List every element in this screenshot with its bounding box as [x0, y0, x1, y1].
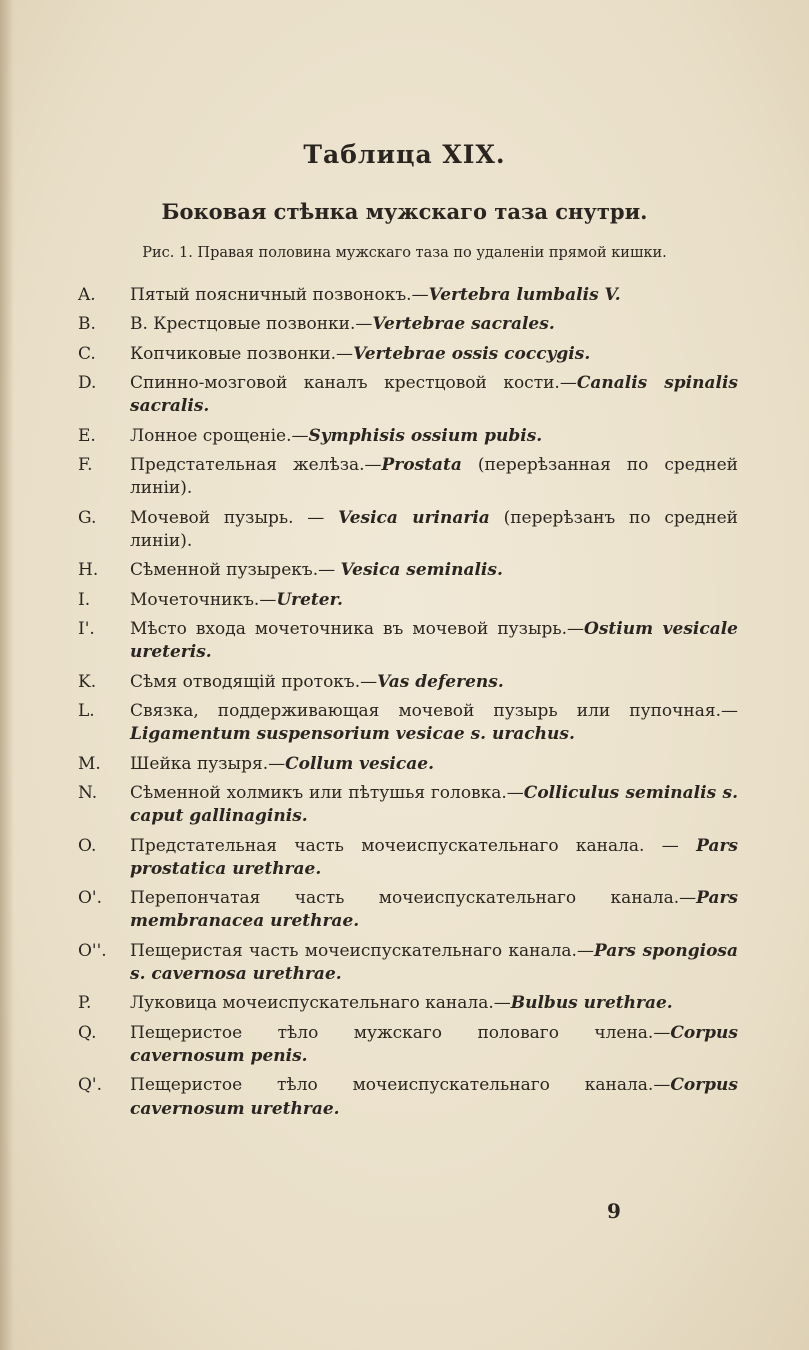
legend-entry — [78, 782, 738, 828]
legend-entry-label: K. — [78, 671, 97, 692]
legend-entry — [78, 671, 738, 694]
legend-entry-label: P. — [78, 993, 92, 1014]
legend-entry-label: L. — [78, 701, 95, 722]
legend-entry-russian: Предстательная часть мочеиспускательнаго канала. — — [130, 835, 697, 856]
legend-entry-latin: Corpus cavernosum urethrae. — [130, 1075, 738, 1119]
legend-entry — [78, 313, 738, 336]
legend-entry-latin: Collum vesicae. — [285, 753, 434, 774]
legend-entry — [78, 753, 738, 776]
legend-entry-russian: Мочевой пузырь. — — [130, 507, 339, 528]
legend-entry-russian: Перепончатая часть мочеиспускательнаго канала.— — [130, 888, 697, 909]
legend-entry-russian: Луковица мочеиспускательнаго канала.— — [130, 993, 511, 1014]
legend-entry-latin: Vesica seminalis. — [340, 560, 503, 581]
legend-entry-label: O'. — [78, 888, 103, 909]
legend-entry-latin: Canalis spinalis sacralis. — [130, 373, 738, 417]
legend-entry-label: A. — [78, 285, 96, 305]
legend-entry — [78, 700, 738, 746]
legend-entry — [78, 454, 738, 500]
legend-entry — [78, 1022, 738, 1068]
legend-entry — [78, 1074, 738, 1120]
legend-entry-latin: Symphisis ossium pubis. — [308, 425, 543, 446]
legend-entry-russian: Пещеристое тѣло мочеиспускательнаго канала.— — [130, 1075, 671, 1096]
legend-entry — [78, 992, 738, 1015]
legend-entry — [78, 343, 738, 366]
legend-entry-note: (перерѣзанъ по средней линіи). — [130, 507, 738, 551]
legend-entry — [78, 618, 738, 664]
legend-entry-russian: Лонное срощеніе.— — [130, 425, 309, 446]
legend-entry-label: E. — [78, 425, 96, 446]
legend-entry-russian: Сѣменной пузырекъ.— — [130, 560, 341, 581]
legend-entry-russian: Предстательная желѣза.— — [130, 455, 382, 476]
legend-entry-latin: Vertebrae ossis coccygis. — [353, 343, 591, 364]
legend-entry-russian: Шейка пузыря.— — [130, 753, 286, 774]
legend-entry-label: B. — [78, 314, 96, 335]
legend-entry-latin: Prostata — [381, 455, 462, 476]
legend-list — [78, 284, 738, 1127]
legend-entry — [78, 887, 738, 933]
legend-entry — [78, 940, 738, 986]
legend-entry — [78, 425, 738, 448]
legend-entry-latin: Pars membranacea urethrae. — [130, 888, 738, 932]
legend-entry-label: Q. — [78, 1022, 97, 1043]
legend-entry — [78, 835, 738, 881]
table-title: Таблица XIX. — [303, 140, 506, 169]
legend-entry-latin: Vas deferens. — [377, 671, 504, 692]
legend-entry-latin: Ureter. — [276, 589, 343, 610]
legend-entry-label: I'. — [78, 619, 95, 640]
legend-entry-latin: Vesica urinaria — [338, 507, 490, 528]
legend-entry-russian: Пятый поясничный позвонокъ.— — [130, 285, 429, 305]
legend-entry-latin: Ostium vesicale ureteris. — [130, 619, 738, 663]
table-subtitle: Боковая стѣнка мужскаго таза снутри. — [161, 199, 648, 224]
legend-entry-label: M. — [78, 753, 101, 774]
page-number: 9 — [607, 1199, 621, 1223]
legend-entry-russian: Связка, поддерживающая мочевой пузырь или пупочная.— — [130, 701, 738, 722]
legend-entry — [78, 559, 738, 582]
legend-entry — [78, 284, 738, 307]
legend-entry-latin: Pars prostatica urethrae. — [130, 835, 738, 879]
legend-entry-russian: Пещеристая часть мочеиспускательнаго канала.— — [130, 940, 594, 961]
legend-entry — [78, 589, 738, 612]
legend-entry-latin: Bulbus urethrae. — [510, 993, 673, 1014]
legend-entry-label: F. — [78, 455, 93, 476]
legend-entry-label: Q'. — [78, 1075, 103, 1096]
legend-entry-russian: Пещеристое тѣло мужскаго половаго члена.— — [130, 1022, 671, 1043]
legend-entry-russian: В. Крестцовые позвонки.— — [130, 314, 373, 335]
legend-entry-label: I. — [78, 589, 91, 610]
legend-entry-label: O''. — [78, 940, 107, 961]
legend-entry-russian: Сѣмя отводящій протокъ.— — [130, 671, 378, 692]
legend-entry-label: O. — [78, 835, 97, 856]
legend-entry-russian: Копчиковые позвонки.— — [130, 343, 354, 364]
legend-entry-note: (перерѣзанная по средней линіи). — [130, 455, 738, 499]
legend-entry-latin: Pars spongiosa s. cavernosa urethrae. — [130, 940, 739, 985]
legend-entry-russian: Мочеточникъ.— — [130, 589, 277, 610]
legend-entry-latin: Vertebra lumbalis V. — [428, 285, 621, 305]
legend-entry — [78, 507, 738, 553]
legend-entry-russian: Сѣменной холмикъ или пѣтушья головка.— — [130, 783, 524, 804]
figure-caption: Рис. 1. Правая половина мужскаго таза по удаленіи прямой кишки. — [142, 245, 667, 261]
legend-entry-russian: Спинно-мозговой каналъ крестцовой кости.— — [130, 373, 577, 394]
legend-entry-label: G. — [78, 507, 97, 528]
legend-entry-latin: Ligamentum suspensorium vesicae s. urachus. — [130, 724, 575, 745]
legend-entry — [78, 372, 738, 418]
legend-entry-label: H. — [78, 560, 99, 581]
legend-entry-latin: Vertebrae sacrales. — [372, 314, 555, 335]
legend-entry-label: C. — [78, 343, 96, 364]
legend-entry-russian: Мѣсто входа мочеточника въ мочевой пузырь.— — [130, 619, 585, 640]
legend-entry-label: D. — [78, 373, 97, 394]
legend-entry-latin: Colliculus seminalis s. caput gallinaginis. — [130, 783, 738, 827]
legend-entry-label: N. — [78, 783, 98, 804]
legend-entry-latin: Corpus cavernosum penis. — [130, 1022, 738, 1067]
